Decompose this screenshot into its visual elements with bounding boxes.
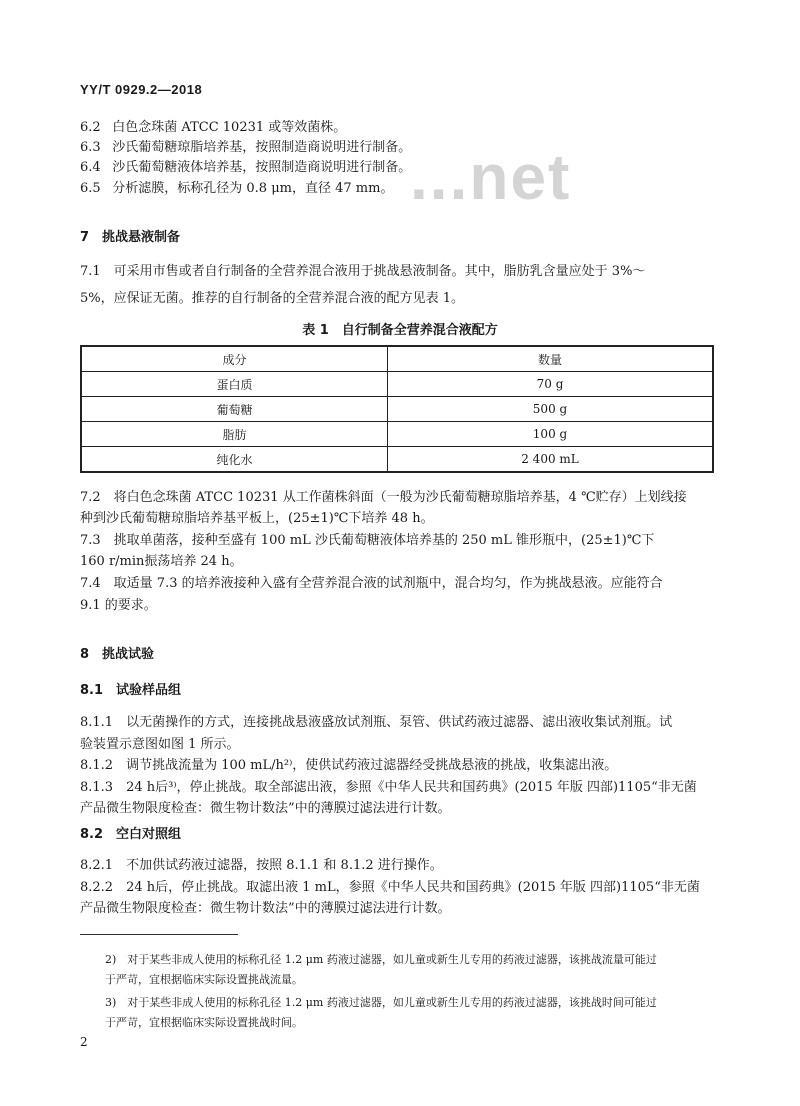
watermark: ...net <box>410 141 572 213</box>
clause-number: 6.3 <box>80 140 101 155</box>
table-row <box>81 447 713 473</box>
table-1-caption: 表 1 自行制备全营养混合液配方 <box>302 323 498 338</box>
clause-number: 6.2 <box>80 120 101 135</box>
section-8-2-heading: 8.2 空白对照组 <box>80 827 182 842</box>
footnote-divider <box>80 934 238 935</box>
clause-8-1-3-line1: 8.1.3 24 h后³⁾，停止挑战。取全部滤出液，参照《中华人民共和国药典》(2015 年版 四部)1105“非无菌 <box>80 780 697 795</box>
table-row <box>81 397 713 422</box>
clause-6-4 <box>80 158 411 178</box>
page-number: 2 <box>80 1035 88 1049</box>
clause-8-2-2-line2: 产品微生物限度检查：微生物计数法”中的薄膜过滤法进行计数。 <box>80 901 451 916</box>
clause-8-2-2-line1: 8.2.2 24 h后，停止挑战。取滤出液 1 mL，参照《中华人民共和国药典》(2015 年版 四部)1105“非无菌 <box>80 880 700 895</box>
footnote-2-line2: 于严苛，宜根据临床实际设置挑战流量。 <box>105 973 303 986</box>
footnote-3-line1: 3) 对于某些非成人使用的标称孔径 1.2 μm 药液过滤器，如儿童或新生儿专用的药液过滤器，该挑战时间可能过 <box>105 996 657 1009</box>
clause-6-3 <box>80 138 411 158</box>
clause-number: 6.5 <box>80 181 101 196</box>
table-header-cell: 数量 <box>388 346 714 372</box>
clause-6-2 <box>80 118 346 138</box>
table-header-cell: 成分 <box>81 346 388 372</box>
clause-7-2-line1: 7.2 将白色念珠菌 ATCC 10231 从工作菌株斜面（一般为沙氏葡萄糖琼脂培养基，4 ℃贮存）上划线接 <box>80 490 687 505</box>
clause-7-4-line1: 7.4 取适量 7.3 的培养液接种入盛有全营养混合液的试剂瓶中，混合均匀，作为挑战悬液。应能符合 <box>80 576 663 591</box>
clause-8-1-2: 8.1.2 调节挑战流量为 100 mL/h²⁾，使供试药液过滤器经受挑战悬液的挑战，收集滤出液。 <box>80 758 618 773</box>
clause-7-1-line1: 7.1 可采用市售或者自行制备的全营养混合液用于挑战悬液制备。其中，脂肪乳含量应处于 3%～ <box>80 264 646 279</box>
footnote-3-line2: 于严苛，宜根据临床实际设置挑战时间。 <box>105 1016 303 1029</box>
clause-7-2-line2: 种到沙氏葡萄糖琼脂培养基平板上，(25±1)℃下培养 48 h。 <box>80 511 434 526</box>
section-8-1-heading: 8.1 试验样品组 <box>80 683 182 698</box>
clause-7-3-line1: 7.3 挑取单菌落，接种至盛有 100 mL 沙氏葡萄糖液体培养基的 250 mL 锥形瓶中，(25±1)℃下 <box>80 533 655 548</box>
table-cell: 脂肪 <box>81 422 388 447</box>
footnote-2-line1: 2) 对于某些非成人使用的标称孔径 1.2 μm 药液过滤器，如儿童或新生儿专用的药液过滤器，该挑战流量可能过 <box>105 953 657 966</box>
table-cell: 葡萄糖 <box>81 397 388 422</box>
table-cell: 蛋白质 <box>81 372 388 397</box>
table-cell: 500 g <box>388 397 714 422</box>
table-cell: 纯化水 <box>81 447 388 473</box>
table-row <box>81 422 713 447</box>
clause-8-2-1: 8.2.1 不加供试药液过滤器，按照 8.1.1 和 8.1.2 进行操作。 <box>80 858 443 873</box>
clause-8-1-1-line2: 验装置示意图如图 1 所示。 <box>80 737 240 752</box>
section-7-heading: 7 挑战悬液制备 <box>80 230 181 245</box>
clause-8-1-3-line2: 产品微生物限度检查：微生物计数法”中的薄膜过滤法进行计数。 <box>80 801 451 816</box>
clause-text: 白色念珠菌 ATCC 10231 或等效菌株。 <box>112 120 347 135</box>
clause-7-4-line2: 9.1 的要求。 <box>80 598 157 613</box>
clause-8-1-1-line1: 8.1.1 以无菌操作的方式，连接挑战悬液盛放试剂瓶、泵管、供试药液过滤器、滤出液收集试剂瓶。试 <box>80 715 673 730</box>
clause-text: 沙氏葡萄糖液体培养基，按照制造商说明进行制备。 <box>112 160 412 175</box>
table-cell: 100 g <box>388 422 714 447</box>
clause-7-3-line2: 160 r/min振荡培养 24 h。 <box>80 554 243 569</box>
table-cell: 70 g <box>388 372 714 397</box>
table-cell: 2 400 mL <box>388 447 714 473</box>
standard-header: YY/T 0929.2—2018 <box>80 82 203 97</box>
section-8-heading: 8 挑战试验 <box>80 647 155 662</box>
clause-6-5 <box>80 179 393 199</box>
table-row <box>81 372 713 397</box>
clause-text: 分析滤膜，标称孔径为 0.8 μm，直径 47 mm。 <box>112 181 394 196</box>
clause-text: 沙氏葡萄糖琼脂培养基，按照制造商说明进行制备。 <box>112 140 412 155</box>
clause-7-1-line2: 5%，应保证无菌。推荐的自行制备的全营养混合液的配方见表 1。 <box>80 291 465 306</box>
clause-number: 6.4 <box>80 160 101 175</box>
table-1 <box>80 345 714 473</box>
table-header-row <box>81 346 713 372</box>
